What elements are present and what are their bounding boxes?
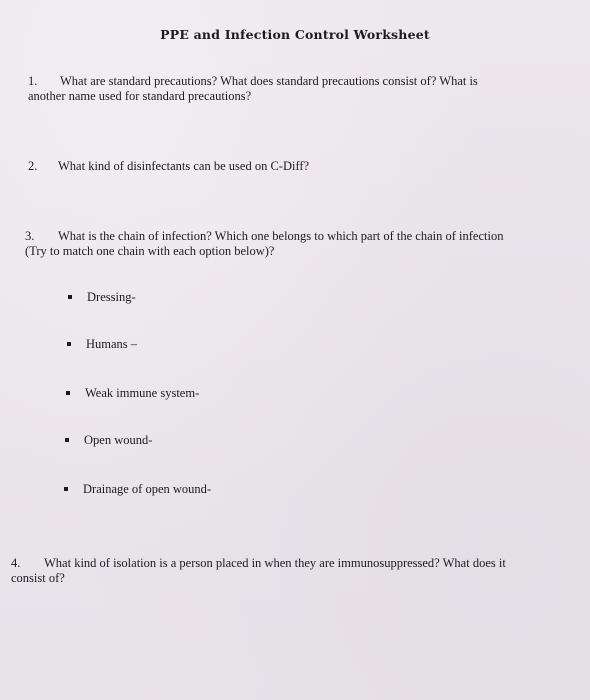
question-4: [11, 556, 531, 586]
question-2: [28, 159, 498, 174]
bullet-icon: [67, 342, 71, 346]
option-item: [64, 482, 211, 497]
option-item: [65, 433, 152, 448]
option-label: Dressing-: [87, 290, 136, 304]
bullet-icon: [65, 438, 69, 442]
question-text: What is the chain of infection? Which one belongs to which part of the chain of infection (Try to match one chain with each option below)?: [25, 229, 504, 258]
bullet-icon: [66, 391, 70, 395]
question-1: [28, 74, 498, 104]
question-number: 4.: [11, 556, 21, 570]
question-text: What kind of isolation is a person placed in when they are immunosuppressed? What does it consist of?: [11, 556, 506, 585]
bullet-icon: [68, 295, 72, 299]
option-label: Humans –: [86, 337, 138, 351]
option-item: [68, 290, 136, 305]
option-label: Open wound-: [84, 433, 153, 447]
question-number: 2.: [28, 159, 38, 173]
option-label: Drainage of open wound-: [83, 482, 212, 496]
bullet-icon: [64, 487, 68, 491]
option-item: [66, 386, 199, 401]
worksheet-title: PPE and Infection Control Worksheet: [160, 27, 430, 42]
option-label: Weak immune system-: [85, 386, 200, 400]
question-number: 3.: [25, 229, 35, 243]
question-text: What kind of disinfectants can be used on C-Diff?: [58, 159, 310, 173]
question-number: 1.: [28, 74, 38, 88]
option-item: [67, 337, 137, 352]
question-3: [25, 229, 525, 259]
question-text: What are standard precautions? What does standard precautions consist of? What is another name used for standard precautions?: [28, 74, 478, 103]
